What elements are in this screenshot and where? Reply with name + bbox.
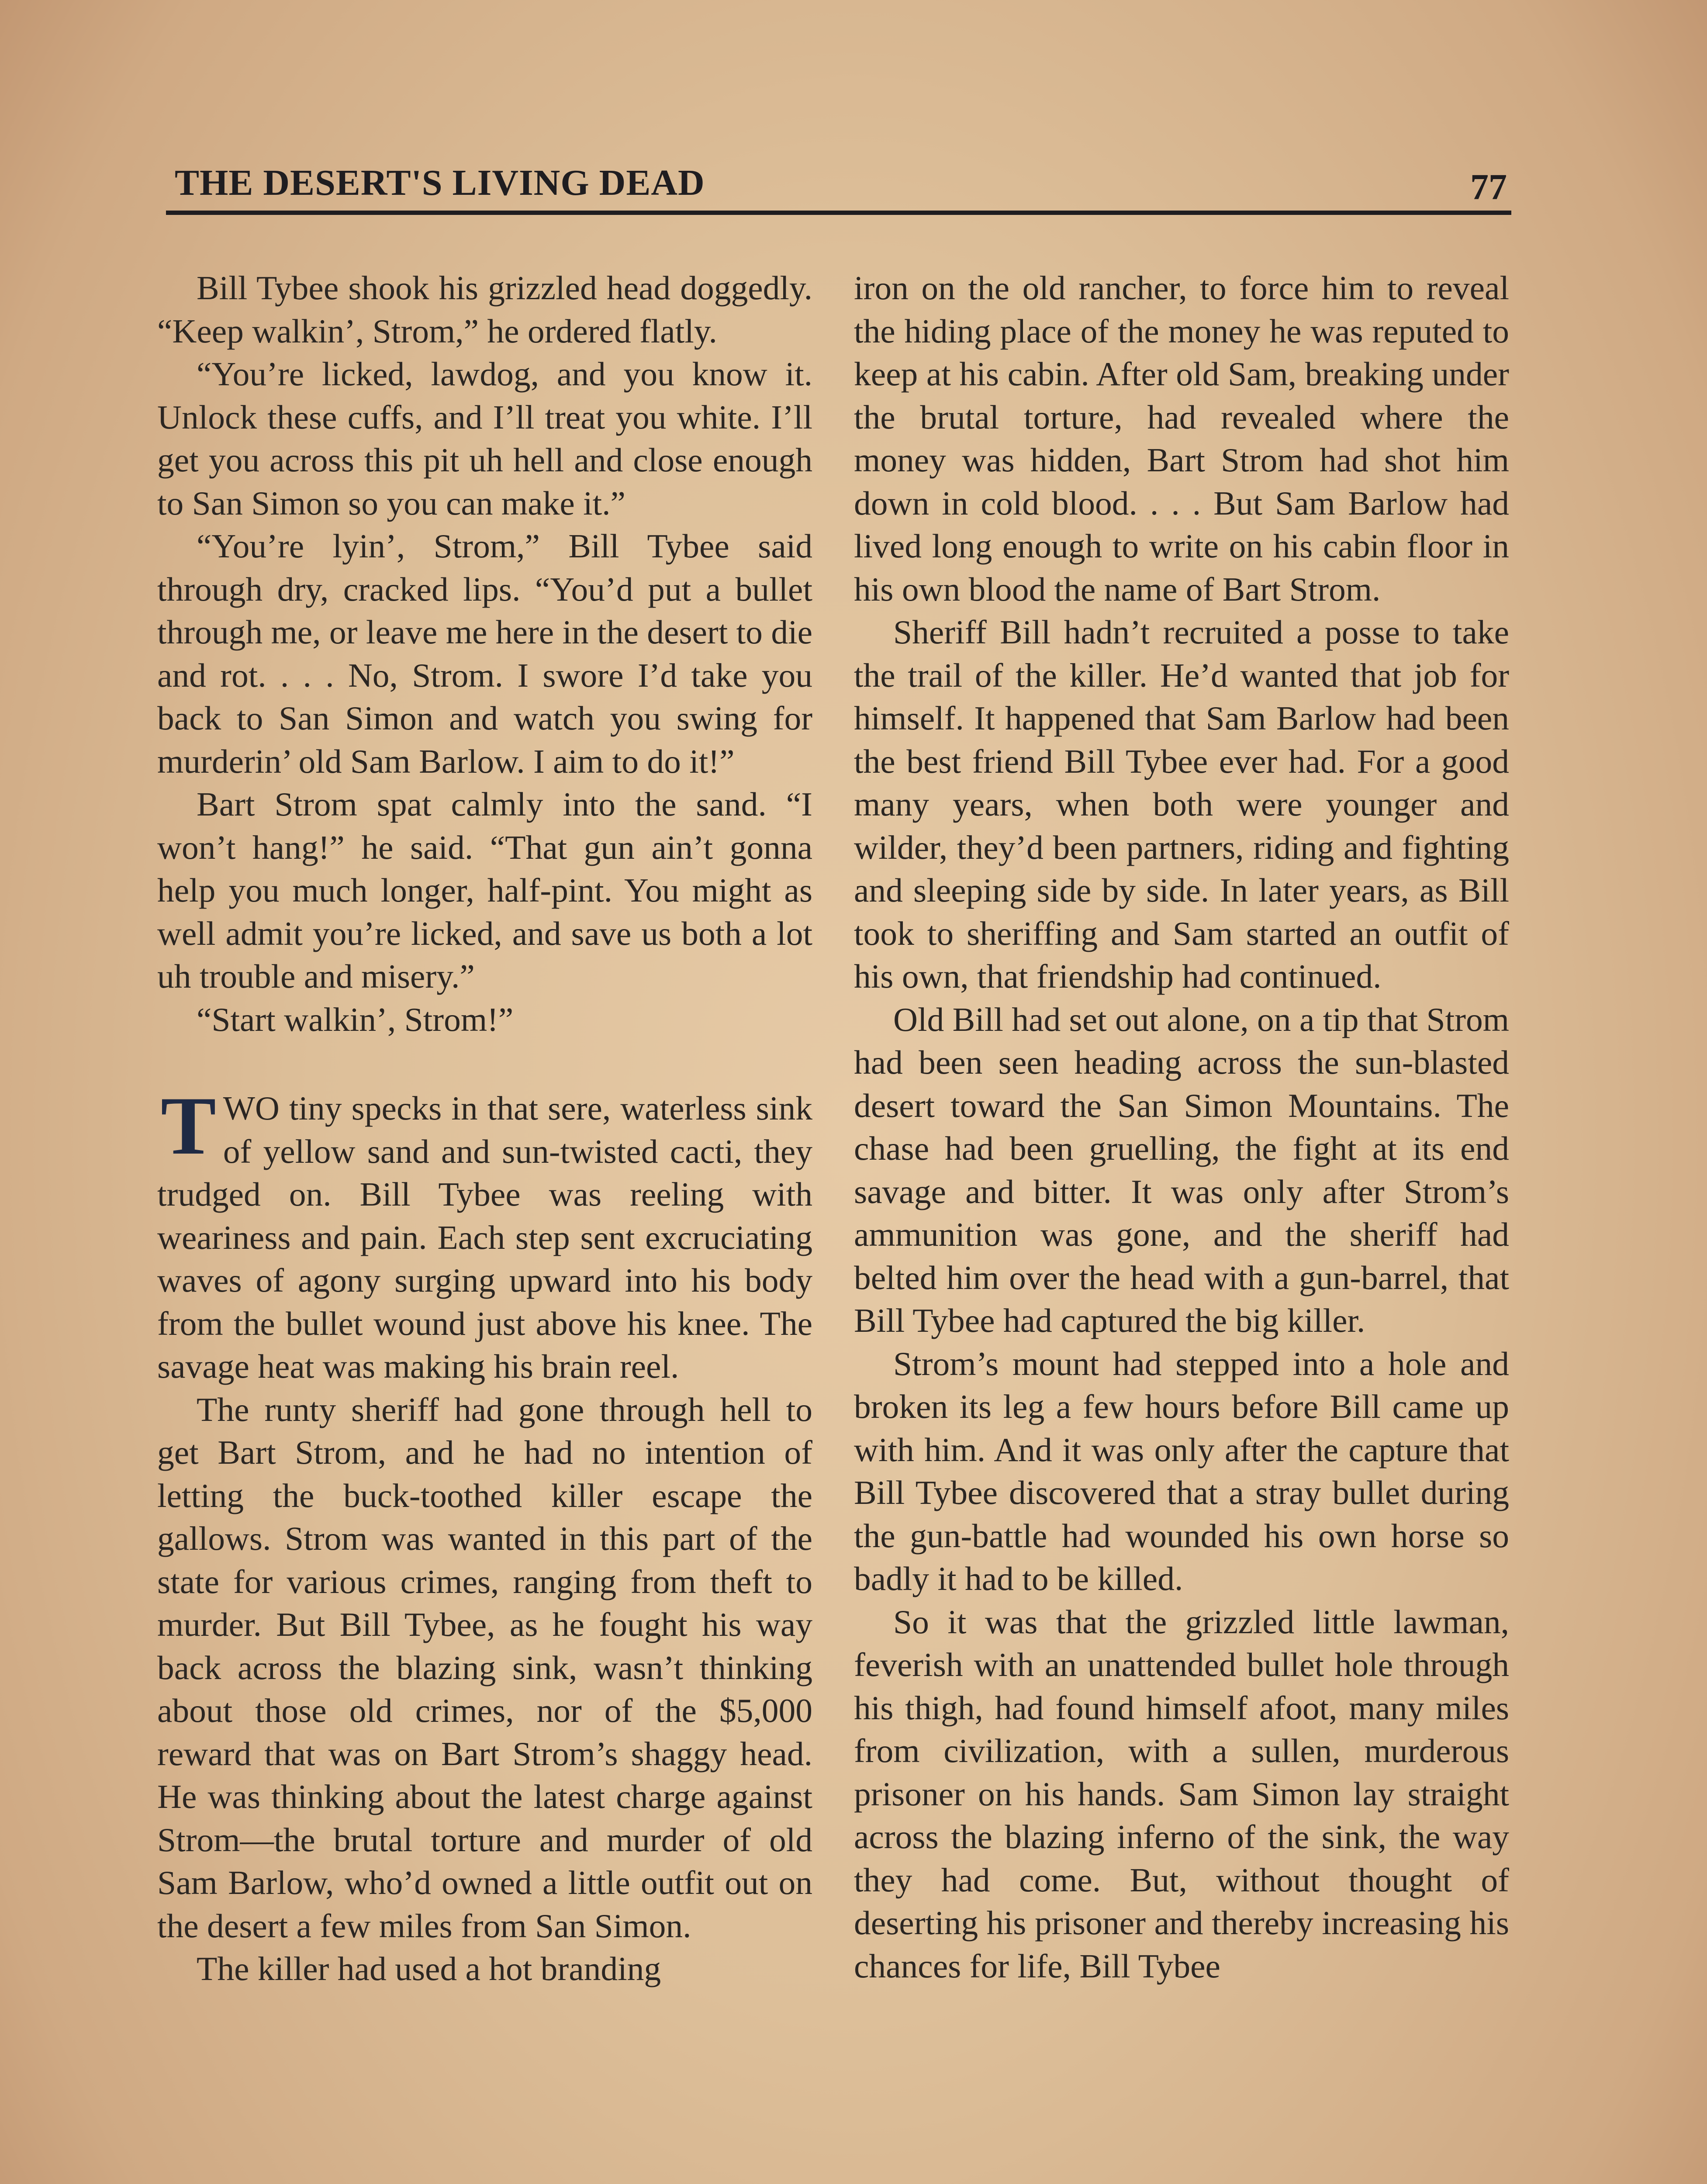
page-header — [166, 162, 1511, 223]
paragraph: Sheriff Bill hadn’t recruited a posse to take the trail of the killer. He’d wanted that job for himself. It happened that Sam Barlow had been the best friend Bill Tybee ever had. For a good many years, when both were younger and wilder, they’d been partners, riding and fighting and sleeping side by side. In later years, as Bill took to sheriffing and Sam started an outfit of his own, that friendship had continued. — [854, 613, 1509, 995]
paragraph-with-dropcap — [157, 1080, 812, 1388]
paragraph: The killer had used a hot branding — [197, 1950, 661, 1987]
page-number: 77 — [1470, 167, 1507, 207]
right-column — [854, 266, 1509, 1987]
paragraph: Old Bill had set out alone, on a tip that Strom had been seen heading across the sun-blasted desert toward the San Simon Mountains. The chase had been gruelling, the fight at its end savage and bitter. It was only after Strom’s ammunition was gone, and the sheriff had belted him over the head with a gun-barrel, that Bill Tybee had captured the big killer. — [854, 1000, 1509, 1339]
left-column — [157, 266, 812, 1990]
drop-cap: T — [161, 1080, 216, 1172]
paragraph: Strom’s mount had stepped into a hole and broken its leg a few hours before Bill came up with him. And it was only after the capture that Bill Tybee discovered that a stray bullet during the gun-battle had wounded his own horse so badly it had to be killed. — [854, 1344, 1509, 1597]
running-title: THE DESERT'S LIVING DEAD — [175, 162, 705, 203]
paragraph: “You’re lyin’, Strom,” Bill Tybee said through dry, cracked lips. “You’d put a bullet through me, or leave me here in the desert to die and rot. . . . No, Strom. I swore I’d take you back to San Simon and watch you swing for murderin’ old Sam Barlow. I aim to do it!” — [157, 527, 812, 780]
paragraph-text: WO tiny specks in that sere, waterless sink of yellow sand and sun-twisted cacti, they trudged on. Bill Tybee was reeling with weariness and pain. Each step sent excruciating waves of agony surging upward into his body from the bullet wound just above his knee. The savage heat was making his brain reel. — [157, 1089, 812, 1385]
paragraph: iron on the old rancher, to force him to reveal the hiding place of the money he was reputed to keep at his cabin. After old Sam, breaking under the brutal torture, had revealed where the money was hidden, Bart Strom had shot him down in cold blood. . . . But Sam Barlow had lived long enough to write on his cabin floor in his own blood the name of Bart Strom. — [854, 269, 1509, 608]
paragraph: Bart Strom spat calmly into the sand. “I won’t hang!” he said. “That gun ain’t gonna help you much longer, half-pint. You might as well admit you’re licked, and save us both a lot uh trouble and misery.” — [157, 785, 812, 995]
paragraph: Bill Tybee shook his grizzled head doggedly. “Keep walkin’, Strom,” he ordered flatly. — [157, 269, 812, 350]
paragraph: The runty sheriff had gone through hell to get Bart Strom, and he had no intention of letting the buck-toothed killer escape the gallows. Strom was wanted in this part of the state for various crimes, ranging from theft to murder. But Bill Tybee, as he fought his way back across the blazing sink, wasn’t thinking about those old crimes, nor of the $5,000 reward that was on Bart Strom’s shaggy head. He was thinking about the latest charge against Strom—the brutal torture and murder of old Sam Barlow, who’d owned a little outfit out on the desert a few miles from San Simon. — [157, 1390, 812, 1945]
paragraph: So it was that the grizzled little lawman, feverish with an unattended bullet hole through his thigh, had found himself afoot, many miles from civilization, with a sullen, murderous prisoner on his hands. Sam Simon lay straight across the blazing inferno of the sink, the way they had come. But, without thought of deserting his prisoner and thereby increasing his chances for life, Bill Tybee — [854, 1603, 1509, 1985]
header-rule — [166, 211, 1511, 215]
section-break — [157, 1041, 812, 1087]
paragraph: “Start walkin’, Strom!” — [197, 1000, 514, 1038]
paragraph: “You’re licked, lawdog, and you know it. Unlock these cuffs, and I’ll treat you white. I’ll get you across this pit uh hell and close enough to San Simon so you can make it.” — [157, 355, 812, 522]
